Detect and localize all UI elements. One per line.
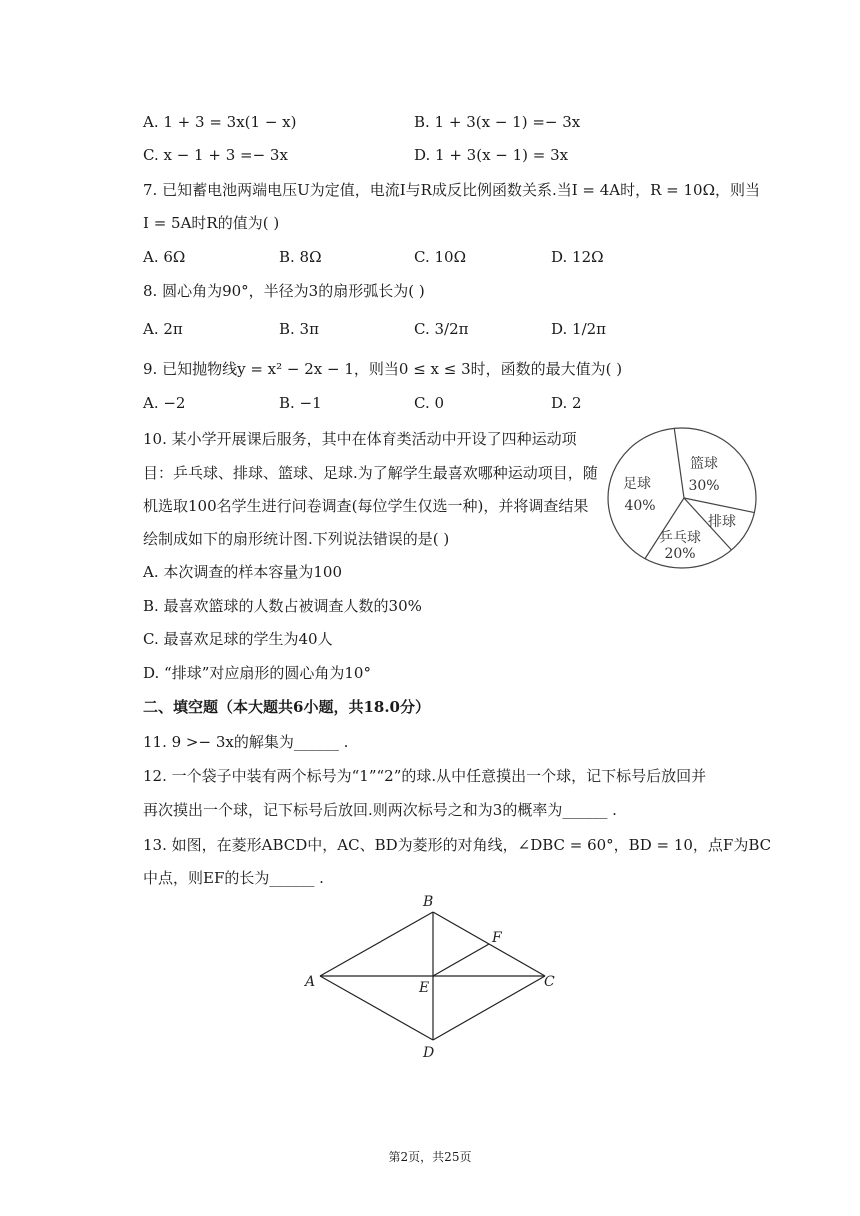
rhombus-figure — [296, 890, 566, 1065]
side-cd — [433, 976, 545, 1040]
side-da — [320, 976, 433, 1040]
label-b: B — [423, 894, 434, 910]
q10-stem-line3: 机选取100名学生进行问卷调查(每位学生仅选一种)，并将调查结果 — [143, 497, 589, 515]
section-heading: 二、填空题（本大题共6小题，共18.0分） — [143, 698, 430, 716]
q9-option-d: D. 2 — [551, 394, 582, 412]
pie-slice-label: 乒乓球 — [659, 530, 701, 546]
q13-stem-line2: 中点，则EF的长为______ . — [143, 869, 324, 887]
q11-stem: 11. 9 >− 3x的解集为______ . — [143, 733, 349, 751]
q10-option-a: A. 本次调查的样本容量为100 — [143, 563, 343, 581]
q6-option-b: B. 1 + 3(x − 1) =− 3x — [414, 113, 581, 131]
q8-option-d: D. 1/2π — [551, 320, 607, 338]
q7-stem-line1: 7. 已知蓄电池两端电压U为定值，电流I与R成反比例函数关系.当I = 4A时，R = 10Ω，则当 — [143, 181, 761, 199]
q8-stem: 8. 圆心角为90°，半径为3的扇形弧长为( ) — [143, 282, 425, 300]
side-ab — [320, 912, 433, 976]
q6-option-c: C. x − 1 + 3 =− 3x — [143, 146, 288, 164]
pie-slice-label: 排球 — [708, 514, 736, 530]
q12-stem-line2: 再次摸出一个球，记下标号后放回.则两次标号之和为3的概率为______ . — [143, 801, 617, 819]
pie-slice-label: 篮球 — [690, 456, 718, 472]
q9-option-c: C. 0 — [414, 394, 445, 412]
q10-stem-line4: 绘制成如下的扇形统计图.下列说法错误的是( ) — [143, 530, 450, 548]
q10-stem-line2: 目：乒乓球、排球、篮球、足球.为了解学生最喜欢哪种运动项目，随 — [143, 464, 598, 482]
q7-option-b: B. 8Ω — [279, 248, 322, 266]
label-e: E — [419, 980, 430, 996]
q6-option-d: D. 1 + 3(x − 1) = 3x — [414, 146, 569, 164]
q7-option-c: C. 10Ω — [414, 248, 467, 266]
pie-slice-value: 30% — [688, 478, 720, 494]
q7-option-d: D. 12Ω — [551, 248, 604, 266]
label-d: D — [423, 1045, 435, 1061]
segment-ef — [433, 944, 489, 976]
sports-pie-chart — [604, 426, 760, 570]
q8-option-b: B. 3π — [279, 320, 319, 338]
q9-option-a: A. −2 — [143, 394, 186, 412]
q8-option-a: A. 2π — [143, 320, 183, 338]
q12-stem-line1: 12. 一个袋子中装有两个标号为“1”“2”的球.从中任意摸出一个球，记下标号后放回并 — [143, 767, 707, 785]
q10-stem-line1: 10. 某小学开展课后服务，其中在体育类活动中开设了四种运动项 — [143, 430, 577, 448]
q8-option-c: C. 3/2π — [414, 320, 469, 338]
label-c: C — [544, 974, 555, 990]
label-a: A — [305, 974, 316, 990]
label-f: F — [492, 930, 502, 946]
q9-option-b: B. −1 — [279, 394, 322, 412]
pie-slice-value: 20% — [664, 546, 696, 562]
q6-option-a: A. 1 + 3 = 3x(1 − x) — [143, 113, 297, 131]
q10-option-d: D. “排球”对应扇形的圆心角为10° — [143, 664, 371, 682]
q13-stem-line1: 13. 如图，在菱形ABCD中，AC、BD为菱形的对角线，∠DBC = 60°，BD = 10，点F为BC — [143, 836, 772, 854]
q7-stem-line2: I = 5A时R的值为( ) — [143, 214, 280, 232]
pie-slice-label: 足球 — [623, 476, 651, 492]
q9-stem: 9. 已知抛物线y = x² − 2x − 1，则当0 ≤ x ≤ 3时，函数的最大值为( ) — [143, 360, 623, 378]
page-footer: 第2页，共25页 — [388, 1150, 472, 1164]
pie-slice-value: 40% — [624, 498, 656, 514]
q10-option-b: B. 最喜欢篮球的人数占被调查人数的30% — [143, 597, 422, 615]
q7-option-a: A. 6Ω — [143, 248, 186, 266]
q10-option-c: C. 最喜欢足球的学生为40人 — [143, 630, 333, 648]
